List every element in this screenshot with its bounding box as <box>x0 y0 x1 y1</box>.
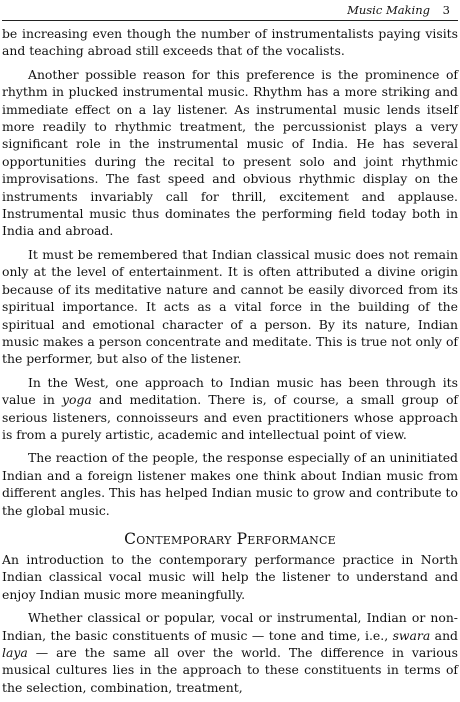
paragraph-1: be increasing even though the number of instrumentalists paying visits and teaching abroad still exceeds that of the vocalists. <box>2 26 458 59</box>
section-paragraph-2-text-a: Whether classical or popular, vocal or instrumental, Indian or non-Indian, the basic constituents of music — tone and time, i.e., <box>2 610 458 643</box>
section-paragraph-2-text-c: — are the same all over the world. The difference in various musical cultures lies in the approach to these constituents in terms of the selection, combination, treatment, <box>2 645 458 695</box>
section-heading: Contemporary Performance <box>124 529 336 548</box>
section-paragraph-1: An introduction to the contemporary performance practice in North Indian classical vocal music will help the listener to understand and enjoy Indian music more meaningfully. <box>2 551 458 602</box>
term-yoga: yoga <box>62 392 92 408</box>
section-paragraph-2-text-b: and <box>430 627 458 643</box>
paragraph-3: It must be remembered that Indian classical music does not remain only at the level of entertainment. It is often attributed a divine origin because of its meditative nature and cannot be easily divorced from its spiritual importance. It acts as a vital force in the building of the spiritual and emotional character of a person. By its nature, Indian music makes a person concentrate and meditate. This is true not only of the performer, but also of the listener. <box>2 246 458 367</box>
paragraph-2: Another possible reason for this preference is the prominence of rhythm in plucked instrumental music. Rhythm has a more striking and immediate effect on a lay listener. As instrumental music lends itself more readily to rhythmic treatment, the percussionist plays a very significant role in the instrumental music of India. He has several opportunities during the recital to present solo and joint rhythmic improvisations. The fast speed and obvious rhythmic display on the instruments invariably call for thrill, excitement and applause. Instrumental music thus dominates the performing field today both in India and abroad. <box>2 66 458 239</box>
paragraph-4-text-b: and meditation. There is, of course, a small group of serious listeners, connoisseurs and even practitioners whose approach is from a purely artistic, academic and intellectual point of view. <box>2 392 458 442</box>
paragraph-4-text-a: In the West, one approach to Indian music has been through its value in <box>2 374 458 408</box>
page-number: 3 <box>442 3 450 17</box>
running-head-title: Music Making <box>347 3 430 17</box>
running-head <box>2 0 458 21</box>
section-paragraph-2 <box>2 609 458 696</box>
term-laya: laya <box>2 645 28 660</box>
paragraph-4 <box>2 374 458 444</box>
body-text <box>2 25 458 702</box>
paragraph-5: The reaction of the people, the response especially of an uninitiated Indian and a foreign listener makes one think about Indian music from different angles. This has helped Indian music to grow and contribute to the global music. <box>2 450 458 518</box>
term-swara: swara <box>392 627 431 643</box>
